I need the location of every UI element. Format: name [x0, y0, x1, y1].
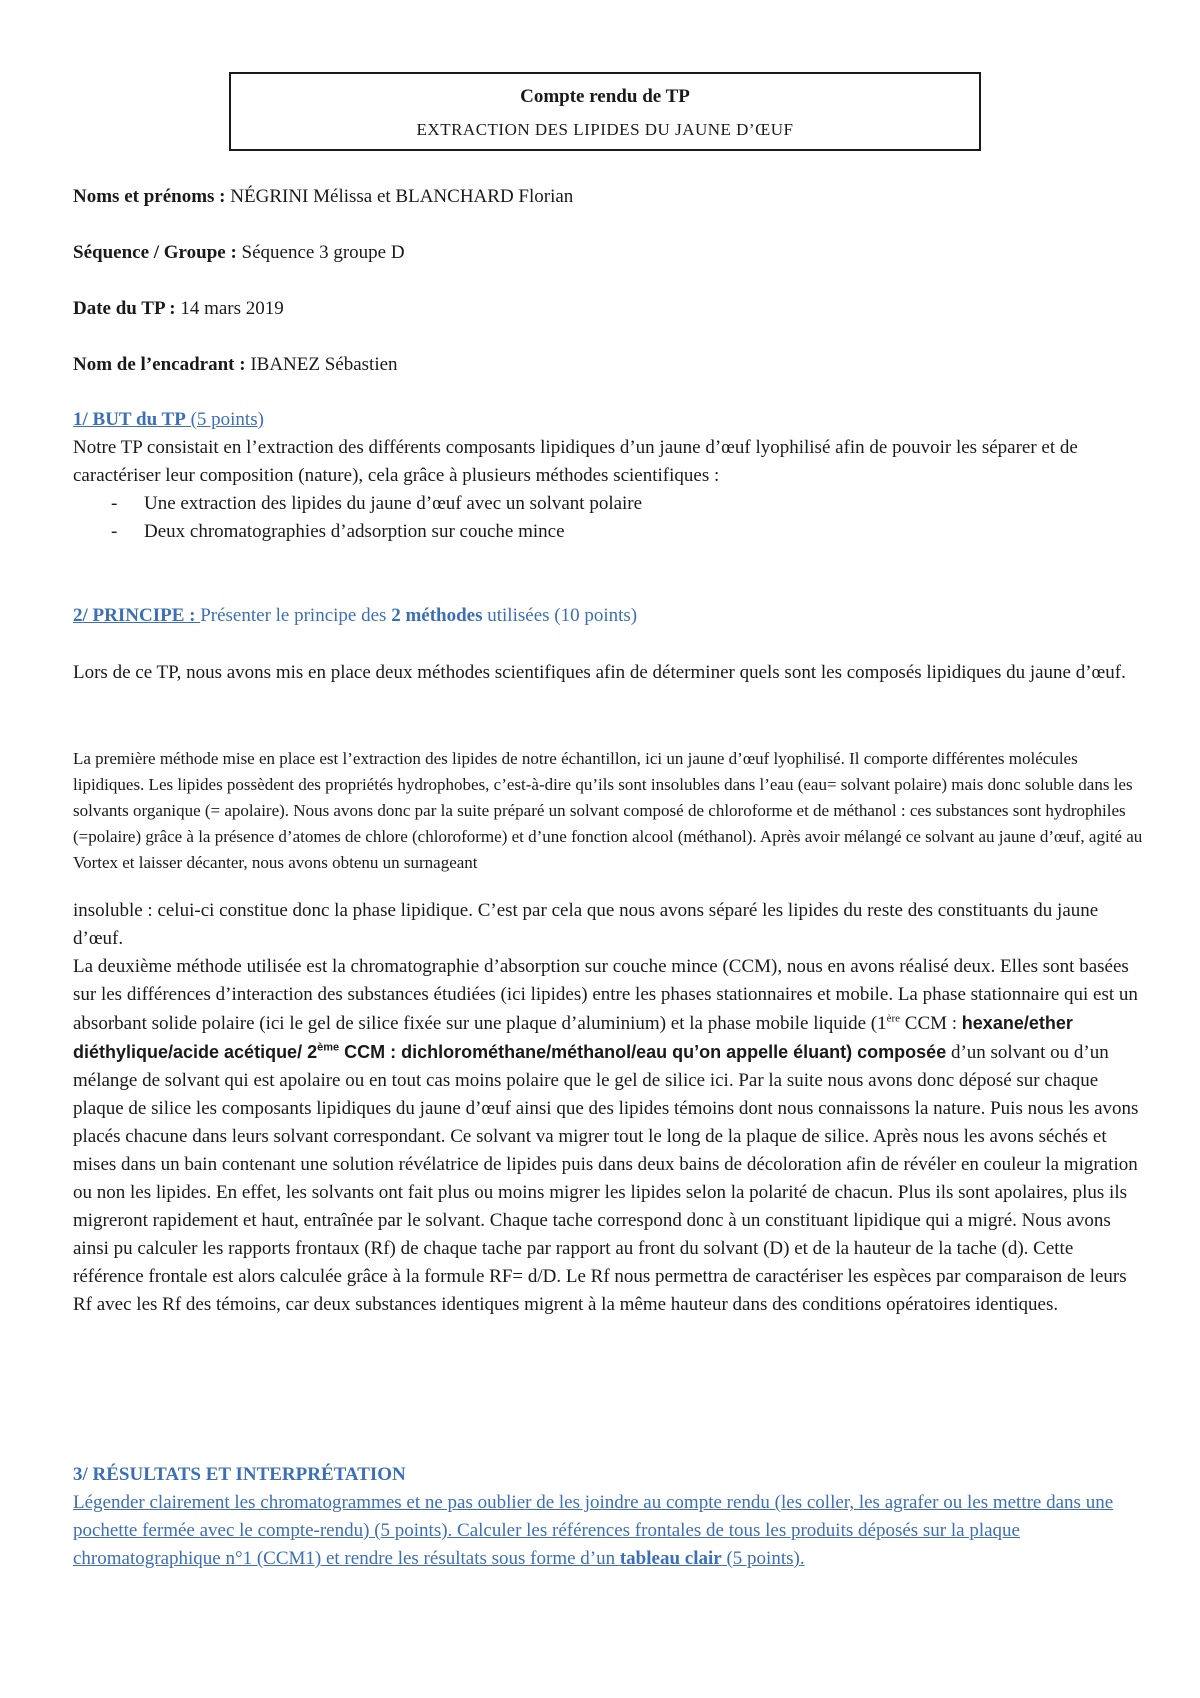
- section1-heading-line: [73, 406, 1143, 434]
- section1: [73, 406, 1143, 546]
- dash-bullet: -: [111, 521, 118, 542]
- method-paragraphs: [73, 897, 1143, 1319]
- group-label: Séquence / Groupe :: [73, 242, 237, 263]
- date-value: 14 mars 2019: [175, 298, 284, 319]
- method1-paragraph-small: [73, 746, 1143, 876]
- report-main-title: EXTRACTION DES LIPIDES DU JAUNE D’ŒUF: [416, 120, 794, 139]
- section1-text: Notre TP consistait en l’extraction des différents composants lipidiques d’un jaune d’œuf lyophilisé afin de pouvoir les séparer et de caractériser leur composition (nature), cela grâce à plusieurs méthodes scientifiques :: [73, 437, 1078, 486]
- mobile-phase-2: CCM : dichlorométhane/méthanol/eau qu’on appelle éluant) composée: [339, 1042, 947, 1062]
- report-type-title: Compte rendu de TP: [520, 86, 690, 107]
- section3-text-b: (5 points).: [721, 1548, 805, 1569]
- section1-points: (5 points): [185, 409, 264, 430]
- supervisor-value: IBANEZ Sébastien: [245, 354, 398, 375]
- group-value: Séquence 3 groupe D: [236, 242, 405, 263]
- method1-text-small: La première méthode mise en place est l’extraction des lipides de notre échantillon, ici un jaune d’œuf lyophilisé. Il comporte différentes molécules lipidiques. Les lipides possèdent des propriétés hydrophobes, c’est-à-dire qu’ils sont insolubles dans l’eau (eau= solvant polaire) mais donc soluble dans les solvants organique (= apolaire). Nous avons donc par la suite préparé un solvant composé de chloroforme et de méthanol : ces substances sont hydrophiles (=polaire) grâce à la présence d’atomes de chlore (chloroforme) et d’une fonction alcool (méthanol). Après avoir mélangé ce solvant au jaune d’œuf, agité au Vortex et laisser décanter, nous avons obtenu un surnageant: [73, 749, 1143, 872]
- dash-bullet: -: [111, 493, 118, 514]
- section3-text-a: Légender clairement les chromatogrammes et ne pas oublier de les joindre au compte rendu (les coller, les agrafer ou les mettre dans une pochette fermée avec le compte-rendu) (5 points). Calculer les références frontales de tous les produits déposés sur la plaque chromatographique n°1 (CCM1) et rendre les résultats sous forme d’un: [73, 1492, 1114, 1569]
- list-item: [73, 490, 1143, 518]
- date-field: [73, 298, 284, 320]
- section3-heading: 3/ RÉSULTATS ET INTERPRÉTATION: [73, 1464, 406, 1485]
- section1-bullet-list: [73, 490, 1143, 546]
- group-field: [73, 242, 405, 264]
- supervisor-label: Nom de l’encadrant :: [73, 354, 246, 375]
- section2-instruction-bold: 2 méthodes: [391, 605, 483, 626]
- section2-intro: [73, 659, 1143, 687]
- superscript-1: ère: [886, 1012, 901, 1025]
- supervisor-field: [73, 354, 398, 376]
- section3: [73, 1461, 1143, 1573]
- date-label: Date du TP :: [73, 298, 176, 319]
- names-label: Noms et prénoms :: [73, 186, 226, 207]
- names-value: NÉGRINI Mélissa et BLANCHARD Florian: [225, 186, 574, 207]
- section3-instructions: [73, 1489, 1143, 1573]
- method2-paragraph: [73, 953, 1143, 1319]
- names-field: [73, 186, 573, 208]
- method2-text-c: d’un solvant ou d’un mélange de solvant qui est apolaire ou en tout cas moins polaire que le gel de silice ici. Par la suite nous avons donc déposé sur chaque plaque de silice les composants lipidiques du jaune d’œuf ainsi que des lipides témoins dont nous connaissons la nature. Puis nous les avons placés chacune dans leurs solvant correspondant. Ce solvant va migrer tout le long de la plaque de silice. Après nous les avons séchés et mises dans un bain contenant une solution révélatrice de lipides puis dans deux bains de décoloration afin de révéler en couleur la migration ou non les lipides. En effet, les solvants ont fait plus ou moins migrer les lipides selon la polarité de chacun. Plus ils sont apolaires, plus ils migreront rapidement et haut, entraînée par le solvant. Chaque tache correspond donc à un constituant lipidique qui a migré. Nous avons ainsi pu calculer les rapports frontaux (Rf) de chaque tache par rapport au front du solvant (D) et de la hauteur de la tache (d). Cette référence frontale est alors calculée grâce à la formule RF= d/D. Le Rf nous permettra de caractériser les espèces par comparaison de leurs Rf avec les Rf des témoins, car deux substances identiques migrent à la même hauteur dans des conditions opératoires identiques.: [73, 1042, 1139, 1315]
- method2-text-b: CCM :: [900, 1013, 962, 1034]
- section2-heading: 2/ PRINCIPE :: [73, 605, 201, 626]
- title-box: [229, 72, 981, 151]
- method2-text-a: La deuxième méthode utilisée est la chromatographie d’absorption sur couche mince (CCM), nous en avons réalisé deux. Elles sont basées sur les différences d’interaction des substances étudiées (ici lipides) entre les phases stationnaires et mobile. La phase stationnaire qui est un absorbant solide polaire (ici le gel de silice fixée sur une plaque d’aluminium) et la phase mobile liquide (1: [73, 956, 1138, 1034]
- section3-text-bold: tableau clair: [619, 1548, 722, 1569]
- list-item: [73, 518, 1143, 546]
- section1-heading: 1/ BUT du TP: [73, 409, 186, 430]
- method1-text-cont: insoluble : celui-ci constitue donc la phase lipidique. C’est par cela que nous avons séparé les lipides du reste des constituants du jaune d’œuf.: [73, 900, 1099, 949]
- section2-heading-line: [73, 602, 1143, 630]
- bullet-text: Une extraction des lipides du jaune d’œuf avec un solvant polaire: [144, 493, 643, 514]
- intro-paragraph: Lors de ce TP, nous avons mis en place deux méthodes scientifiques afin de déterminer quels sont les composés lipidiques du jaune d’œuf.: [73, 662, 1126, 683]
- section2-instruction-a: Présenter le principe des: [200, 605, 392, 626]
- superscript-2: ème: [317, 1041, 340, 1054]
- mobile-phase-1: hexane/ether diéthylique/acide acétique/ 2: [73, 1013, 1073, 1062]
- section2-instruction-b: utilisées (10 points): [482, 605, 638, 626]
- bullet-text: Deux chromatographies d’adsorption sur couche mince: [144, 521, 565, 542]
